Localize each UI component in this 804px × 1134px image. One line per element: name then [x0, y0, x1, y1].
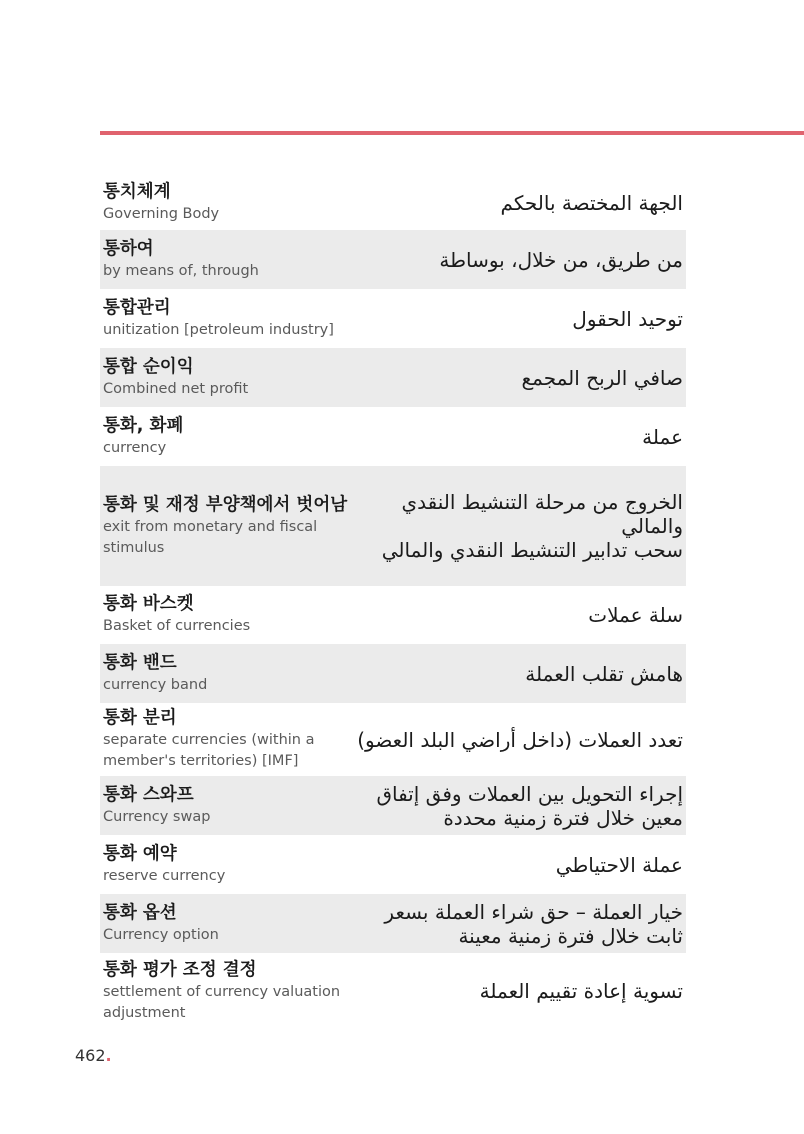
- glossary-entry: [100, 466, 686, 586]
- arabic-term: [521, 366, 683, 390]
- english-term: Governing Body: [103, 206, 220, 222]
- arabic-line: تعدد العملات (داخل أراضي البلد العضو): [357, 727, 683, 752]
- entry-terms: [103, 707, 348, 772]
- arabic-term: [348, 900, 683, 948]
- english-term: Combined net profit: [103, 380, 249, 397]
- glossary-entry: [100, 348, 686, 407]
- entry-terms: [103, 959, 348, 1024]
- korean-term: 통치체계: [103, 182, 171, 202]
- korean-term: 통화 분리: [103, 708, 177, 728]
- english-term: Currency swap: [103, 808, 211, 825]
- korean-term: 통화 평가 조정 결정: [103, 959, 257, 980]
- glossary-entry: [100, 586, 686, 644]
- korean-term: 통화 옵션: [103, 902, 177, 923]
- arabic-line: صافي الربح المجمع: [521, 365, 683, 390]
- glossary-list: [100, 176, 686, 1029]
- arabic-line: عملة الاحتياطي: [555, 852, 683, 877]
- english-term: currency band: [103, 676, 208, 693]
- glossary-entry: [100, 776, 686, 835]
- glossary-entry: [100, 835, 686, 894]
- entry-terms: [103, 494, 348, 559]
- korean-term: 통하여: [103, 238, 154, 259]
- korean-term: 통합관리: [103, 297, 171, 318]
- glossary-entry: [100, 230, 686, 289]
- arabic-term: [480, 979, 683, 1003]
- arabic-term: [642, 425, 683, 449]
- entry-terms: [103, 843, 348, 887]
- english-term: unitization [petroleum industry]: [103, 321, 334, 338]
- arabic-line: سلة عملات: [588, 603, 683, 627]
- korean-term: 통화 스와프: [103, 784, 194, 805]
- arabic-line: تسوية إعادة تقييم العملة: [479, 979, 683, 1003]
- korean-term: 통합 순이익: [103, 356, 194, 377]
- entry-terms: [103, 356, 348, 400]
- korean-term: 통화 예약: [103, 843, 177, 864]
- arabic-line: الجهة المختصة بالحكم: [500, 191, 683, 215]
- arabic-term: [348, 490, 683, 562]
- arabic-line: إجراء التحويل بين العملات وفق إتفاق معين خلال فترة زمنية محددة: [376, 781, 683, 830]
- english-term: Currency option: [103, 926, 219, 943]
- entry-terms: [103, 902, 348, 946]
- arabic-term: [357, 728, 683, 752]
- english-term: Basket of currencies: [103, 618, 251, 634]
- english-term: exit from monetary and fiscal stimulus: [103, 518, 318, 556]
- glossary-entry: [100, 644, 686, 703]
- entry-terms: [103, 297, 348, 341]
- arabic-line: الخروج من مرحلة التنشيط النقدي والمالي: [401, 490, 683, 538]
- entry-terms: [103, 415, 348, 459]
- arabic-term: [348, 782, 683, 830]
- korean-term: 통화, 화폐: [103, 415, 184, 436]
- arabic-term: [501, 191, 683, 215]
- korean-term: 통화 바스켓: [103, 594, 194, 614]
- arabic-line: عملة: [642, 424, 683, 449]
- korean-term: 통화 및 재정 부양책에서 벗어남: [103, 494, 348, 515]
- entry-terms: [103, 238, 348, 282]
- arabic-term: [588, 603, 683, 627]
- english-term: by means of, through: [103, 262, 259, 279]
- arabic-line: سحب تدابير التنشيط النقدي والمالي: [381, 538, 683, 562]
- entry-terms: [103, 181, 348, 225]
- arabic-term: [556, 853, 683, 877]
- english-term: separate currencies (within a member's territories) [IMF]: [103, 732, 315, 769]
- arabic-line: خيار العملة – حق شراء العملة بسعر ثابت خلال فترة زمنية معينة: [384, 899, 683, 948]
- glossary-entry: [100, 703, 686, 776]
- glossary-entry: [100, 894, 686, 953]
- english-term: reserve currency: [103, 867, 226, 884]
- english-term: settlement of currency valuation adjustment: [103, 983, 341, 1021]
- glossary-entry: [100, 176, 686, 230]
- page-number: [75, 1046, 112, 1065]
- glossary-entry: [100, 289, 686, 348]
- arabic-term: [572, 307, 683, 331]
- arabic-line: توحيد الحقول: [572, 306, 683, 331]
- arabic-term: [525, 662, 683, 686]
- entry-terms: [103, 593, 348, 637]
- page-number-text: 462: [75, 1046, 106, 1065]
- english-term: currency: [103, 439, 167, 456]
- korean-term: 통화 밴드: [103, 652, 177, 673]
- page-number-marker: .: [105, 1046, 112, 1065]
- entry-terms: [103, 652, 348, 696]
- entry-terms: [103, 784, 348, 828]
- top-rule: [100, 131, 804, 135]
- glossary-entry: [100, 953, 686, 1029]
- glossary-entry: [100, 407, 686, 466]
- arabic-line: هامش تقلب العملة: [525, 661, 683, 686]
- arabic-line: من طريق، من خلال، بوساطة: [439, 247, 683, 272]
- arabic-term: [439, 248, 683, 272]
